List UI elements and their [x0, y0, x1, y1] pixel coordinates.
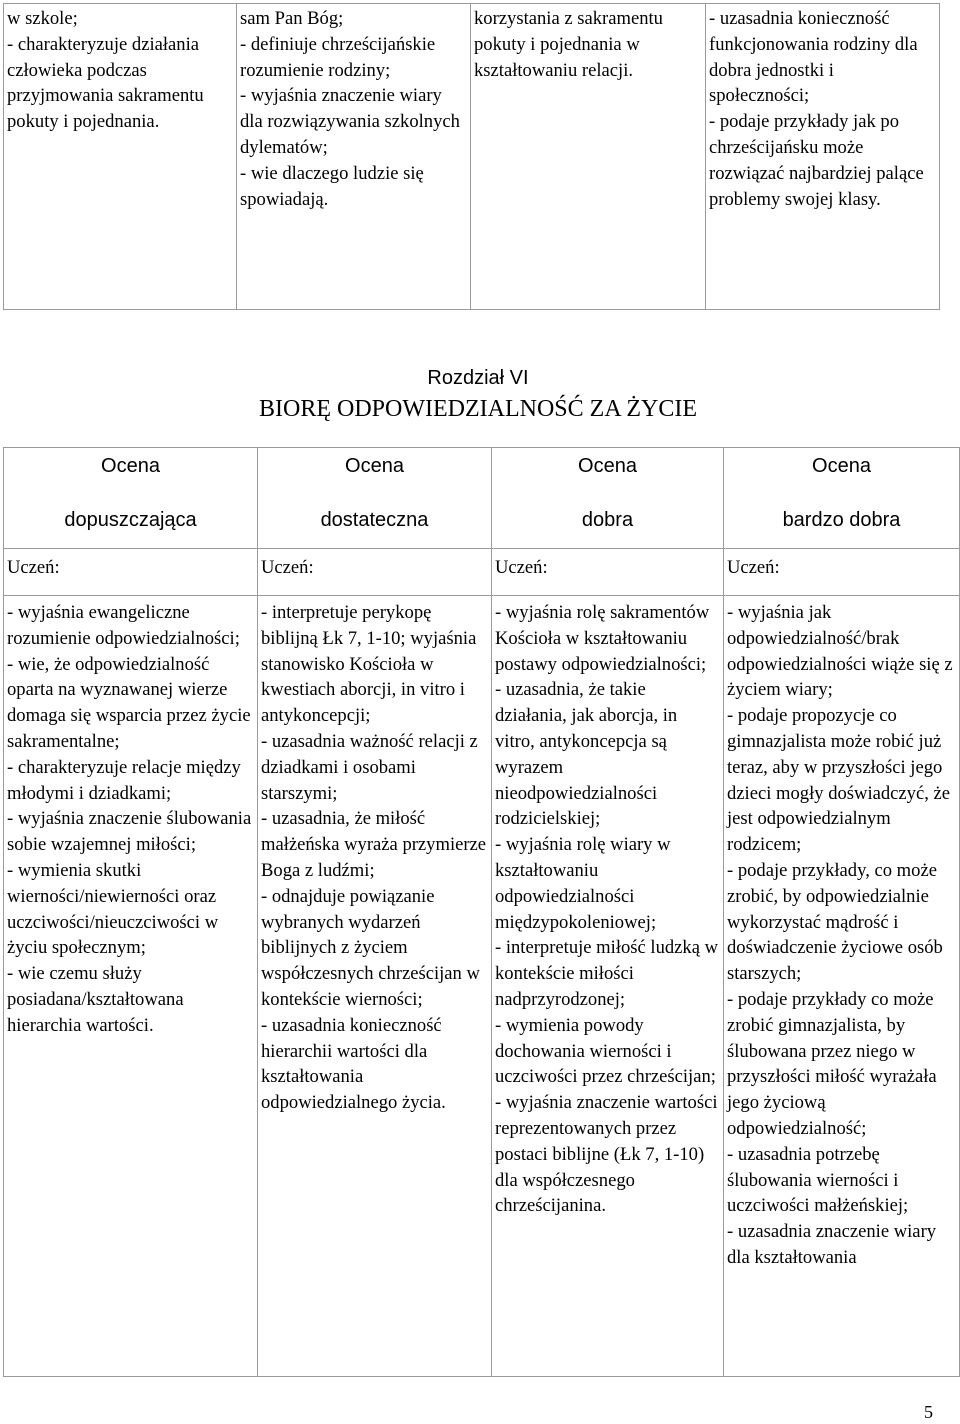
requirements-row — [4, 596, 960, 1377]
chapter-title: BIORĘ ODPOWIEDZIALNOŚĆ ZA ŻYCIE — [259, 396, 697, 422]
chapter-heading — [0, 364, 956, 426]
grade-label: Ocena — [345, 455, 404, 477]
student-label: Uczeń: — [492, 549, 724, 596]
requirements-very-good: - wyjaśnia jak odpowiedzialność/brak odpowiedzialności wiąże się z życiem wiary; - podaje propozycje co gimnazjalista może robić już teraz, aby w przyszłości jego dzieci mogły doświadczyć, że jest odpowiedzialnym rodzicem; - podaje przykłady, co może zrobić, by odpowiedzialnie wykorzystać mądrość i doświadczenie życiowe osób starszych; - podaje przykłady co może zrobić gimnazjalista, by ślubowana przez niego w przyszłości miłość wyrażała jego życiową odpowiedzialność; - uzasadnia potrzebę ślubowania wierności i uczciwości małżeńskiej; - uzasadnia znaczenie wiary dla kształtowania — [724, 596, 960, 1377]
requirements-cell-3: korzystania z sakramentu pokuty i pojednania w kształtowaniu relacji. — [471, 4, 706, 310]
table-row — [4, 4, 940, 310]
student-label: Uczeń: — [258, 549, 492, 596]
requirements-cell-4: - uzasadnia konieczność funkcjonowania rodziny dla dobra jednostki i społeczności; - podaje przykłady jak po chrześcijańsku może rozwiązać najbardziej palące problemy swojej klasy. — [706, 4, 940, 310]
grade-label: Ocena — [578, 455, 637, 477]
grade-name: dostateczna — [320, 509, 429, 531]
requirements-satisfactory: - interpretuje perykopę biblijną Łk 7, 1-10; wyjaśnia stanowisko Kościoła w kwestiach aborcji, in vitro i antykoncepcji; - uzasadnia ważność relacji z dziadkami i osobami starszymi; - uzasadnia, że miłość małżeńska wyraża przymierze Boga z ludźmi; - odnajduje powiązanie wybranych wydarzeń biblijnych z życiem współczesnych chrześcijan w kontekście wierności; - uzasadnia konieczność hierarchii wartości dla kształtowania odpowiedzialnego życia. — [258, 596, 492, 1377]
grade-name: bardzo dobra — [782, 509, 901, 531]
grade-header-very-good — [724, 448, 960, 549]
grade-label: Ocena — [101, 455, 160, 477]
grade-header-row — [4, 448, 960, 549]
grade-label: Ocena — [812, 455, 871, 477]
grade-header-sufficient — [4, 448, 258, 549]
student-label: Uczeń: — [724, 549, 960, 596]
requirements-cell-1: w szkole; - charakteryzuje działania człowieka podczas przyjmowania sakramentu pokuty i pojednania. — [4, 4, 237, 310]
requirements-cell-2: sam Pan Bóg; - definiuje chrześcijańskie rozumienie rodziny; - wyjaśnia znaczenie wiary dla rozwiązywania szkolnych dylematów; - wie dlaczego ludzie się spowiadają. — [237, 4, 471, 310]
student-label: Uczeń: — [4, 549, 258, 596]
grade-name: dobra — [581, 509, 634, 531]
grade-header-satisfactory — [258, 448, 492, 549]
requirements-sufficient: - wyjaśnia ewangeliczne rozumienie odpowiedzialności; - wie, że odpowiedzialność oparta na wyznawanej wierze domaga się wsparcia przez życie sakramentalne; - charakteryzuje relacje między młodymi i dziadkami; - wyjaśnia znaczenie ślubowania sobie wzajemnej miłości; - wymienia skutki wierności/niewierności oraz uczciwości/nieuczciwości w życiu społecznym; - wie czemu służy posiadana/kształtowana hierarchia wartości. — [4, 596, 258, 1377]
requirements-good: - wyjaśnia rolę sakramentów Kościoła w kształtowaniu postawy odpowiedzialności; - uzasadnia, że takie działania, jak aborcja, in vitro, antykoncepcja są wyrazem nieodpowiedzialności rodzicielskiej; - wyjaśnia rolę wiary w kształtowaniu odpowiedzialności międzypokoleniowej; - interpretuje miłość ludzką w kontekście miłości nadprzyrodzonej; - wymienia powody dochowania wierności i uczciwości przez chrześcijan; - wyjaśnia znaczenie wartości reprezentowanych przez postaci biblijne (Łk 7, 1-10) dla współczesnego chrześcijanina. — [492, 596, 724, 1377]
chapter-label: Rozdział VI — [427, 367, 529, 389]
student-label-row — [4, 549, 960, 596]
page-number: 5 — [924, 1402, 933, 1422]
previous-chapter-table — [3, 3, 940, 310]
grading-table — [3, 447, 960, 1377]
grade-header-good — [492, 448, 724, 549]
grade-name: dopuszczająca — [64, 509, 197, 531]
